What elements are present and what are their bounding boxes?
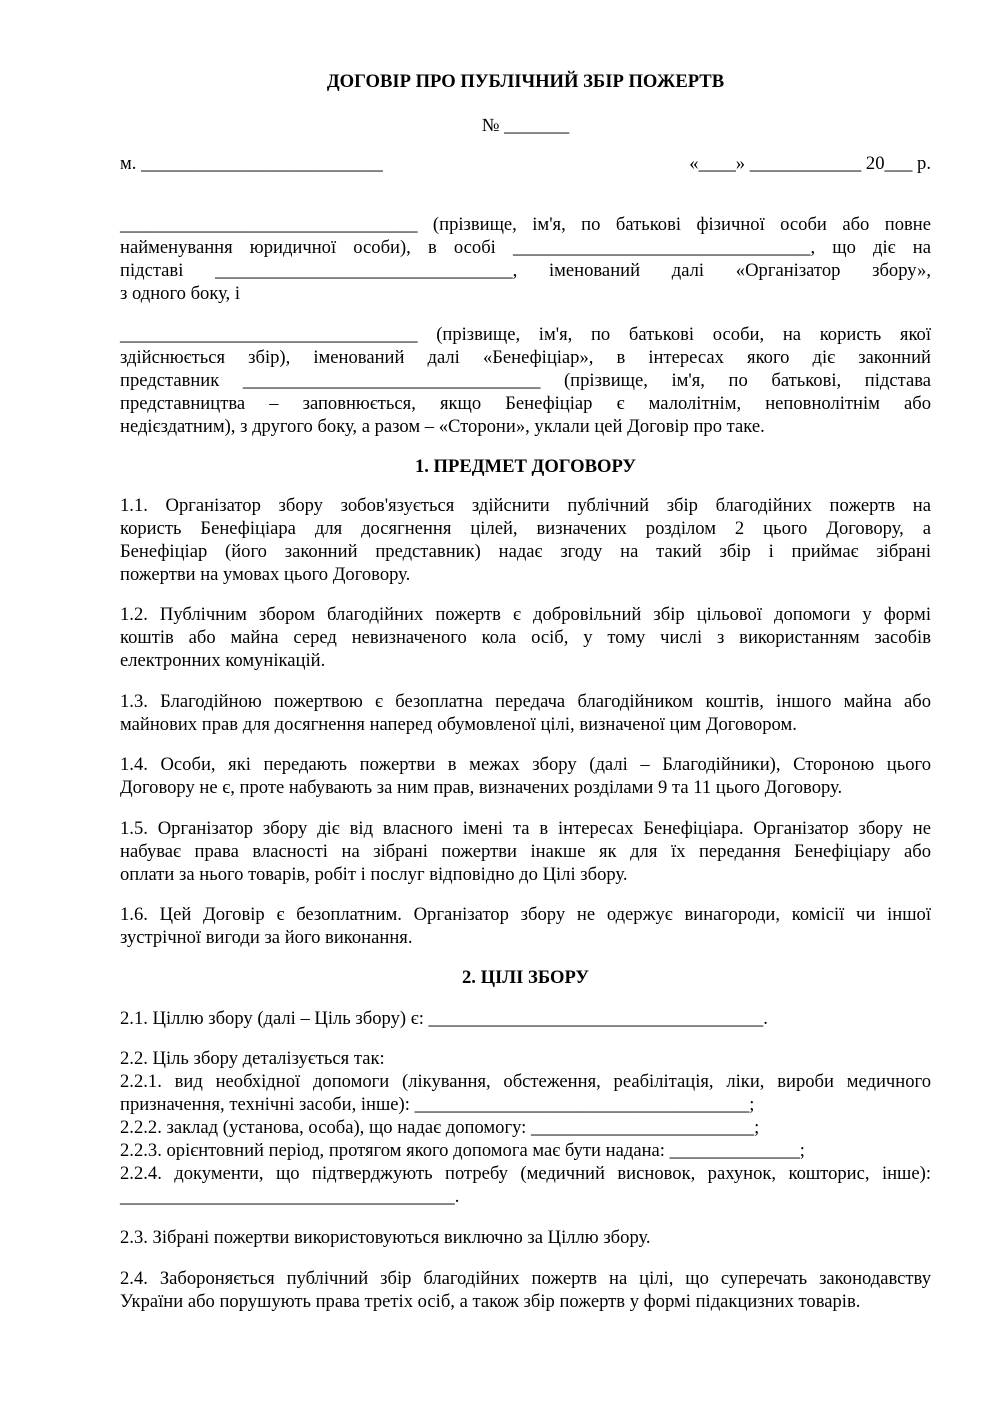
text-line: Договору не є, проте набувають за ним прав, визначених розділами 9 та 11 цього Договору. — [120, 777, 843, 798]
text-line: набуває права власності на зібрані пожертви інакше як для їх передання Бенефіціару або — [120, 841, 931, 862]
text-line: 2.4. Забороняється публічний збір благодійних пожертв на цілі, що суперечать законодавству — [120, 1268, 931, 1289]
text-line: 2.2.1. вид необхідної допомоги (лікування, обстеження, реабілітація, ліки, вироби медичного — [120, 1071, 931, 1092]
text-line: електронних комунікацій. — [120, 650, 326, 671]
clause-2-1: 2.1. Ціллю збору (далі – Ціль збору) є: ____________________________________. — [120, 1008, 768, 1029]
section-1-heading: 1. ПРЕДМЕТ ДОГОВОРУ — [414, 456, 637, 477]
text-line: 2.2.2. заклад (установа, особа), що надає допомогу: ________________________; — [120, 1117, 760, 1138]
text-line: з одного боку, і — [120, 283, 240, 304]
text-line: найменування юридичної особи), в особі ________________________________, що діє на — [120, 237, 931, 258]
text-line: ____________________________________. — [120, 1186, 460, 1207]
text-line: ________________________________ (прізвище, ім'я, по батькові фізичної особи або повне — [120, 214, 931, 235]
text-line: недієздатним), з другого боку, а разом – «Сторони», уклали цей Договір про таке. — [120, 416, 765, 437]
text-line: призначення, технічні засоби, інше): ____________________________________; — [120, 1094, 755, 1115]
section-2-heading: 2. ЦІЛІ ЗБОРУ — [461, 967, 589, 988]
text-line: здійснюється збір), іменований далі «Бенефіціар», в інтересах якого діє законний — [120, 347, 931, 368]
text-line: зустрічної вигоди за його виконання. — [120, 927, 413, 948]
text-line: ________________________________ (прізвище, ім'я, по батькові особи, на користь якої — [120, 324, 931, 345]
clause-2-3: 2.3. Зібрані пожертви використовуються виключно за Ціллю збору. — [120, 1227, 651, 1248]
text-line: представництва – заповнюється, якщо Бенефіціар є малолітнім, неповнолітнім або — [120, 393, 931, 414]
text-line: пожертви на умовах цього Договору. — [120, 564, 411, 585]
contract-number: № _______ — [481, 115, 570, 136]
city-field: м. __________________________ — [120, 153, 383, 174]
text-line: 1.1. Організатор збору зобов'язується здійснити публічний збір благодійних пожертв на — [120, 495, 931, 516]
text-line: 1.5. Організатор збору діє від власного імені та в інтересах Бенефіціара. Організатор збору не — [120, 818, 931, 839]
text-line: підставі ________________________________, іменований далі «Організатор збору», — [120, 260, 931, 281]
text-line: України або порушують права третіх осіб, а також збір пожертв у формі підакцизних товарів. — [120, 1291, 861, 1312]
document-title: ДОГОВІР ПРО ПУБЛІЧНИЙ ЗБІР ПОЖЕРТВ — [326, 71, 725, 92]
text-line: 1.3. Благодійною пожертвою є безоплатна передача благодійником коштів, іншого майна або — [120, 691, 931, 712]
text-line: представник ________________________________ (прізвище, ім'я, по батькові, підстава — [120, 370, 931, 391]
text-line: 1.4. Особи, які передають пожертви в межах збору (далі – Благодійники), Стороною цього — [120, 754, 931, 775]
text-line: 2.2. Ціль збору деталізується так: — [120, 1048, 385, 1069]
text-line: Бенефіціар (його законний представник) надає згоду на такий збір і приймає зібрані — [120, 541, 931, 562]
text-line: 1.6. Цей Договір є безоплатним. Організатор збору не одержує винагороди, комісії чи іншої — [120, 904, 931, 925]
text-line: оплати за нього товарів, робіт і послуг відповідно до Цілі збору. — [120, 864, 628, 885]
text-line: 1.2. Публічним збором благодійних пожертв є добровільний збір цільової допомоги у формі — [120, 604, 931, 625]
text-line: користь Бенефіціара для досягнення цілей, визначених розділом 2 цього Договору, а — [120, 518, 931, 539]
text-line: майнових прав для досягнення наперед обумовленої цілі, визначеної цим Договором. — [120, 714, 797, 735]
text-line: коштів або майна серед невизначеного кола осіб, у тому числі з використанням засобів — [120, 627, 931, 648]
date-field: «____» ____________ 20___ р. — [689, 153, 931, 174]
text-line: 2.2.4. документи, що підтверджують потребу (медичний висновок, рахунок, кошторис, інше): — [120, 1163, 931, 1184]
text-line: 2.2.3. орієнтовний період, протягом якого допомога має бути надана: ______________; — [120, 1140, 805, 1161]
